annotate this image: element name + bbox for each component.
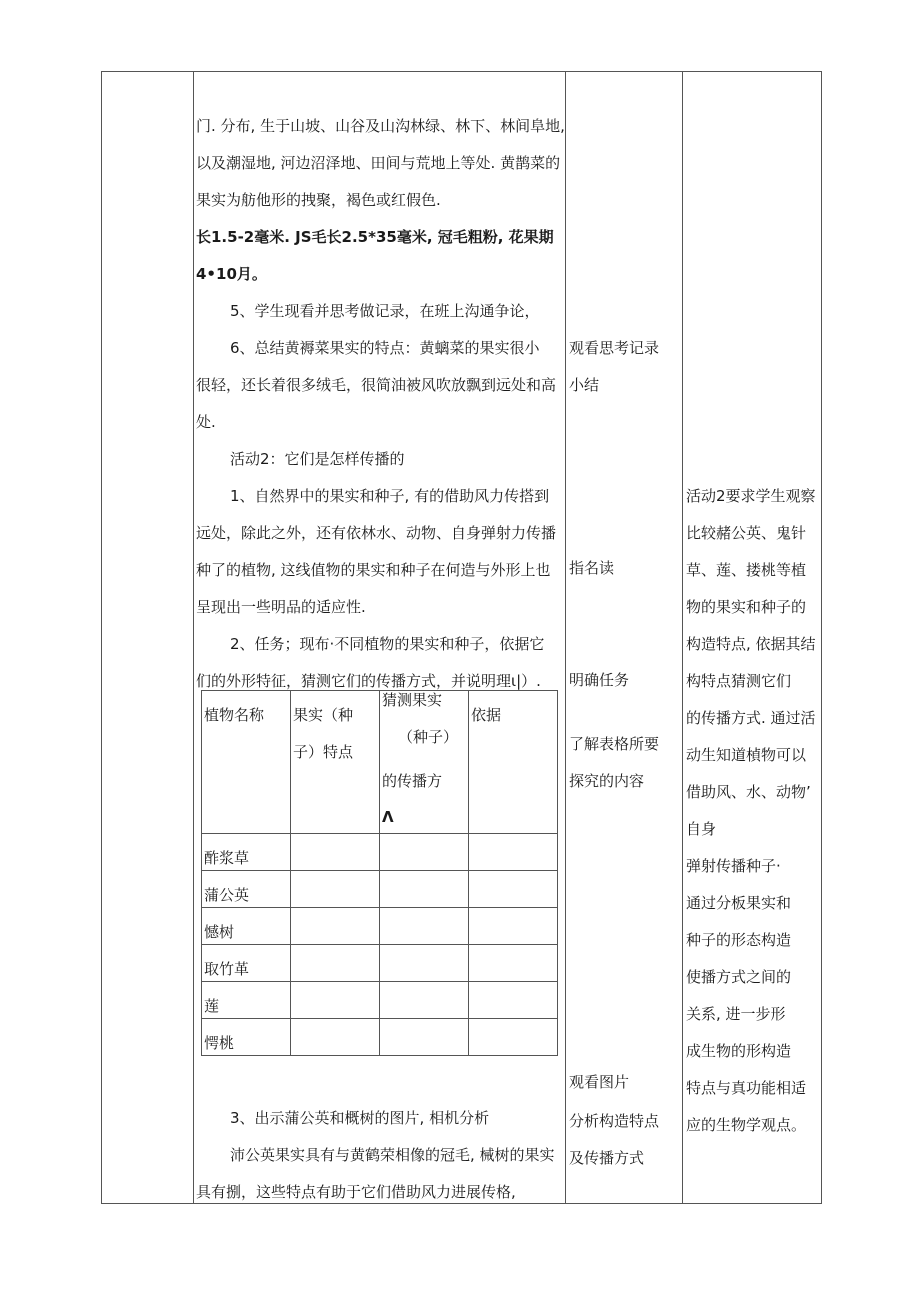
table-right-border — [821, 71, 822, 1204]
text-line-1: 门. 分布, 生于山坡、山谷及山沟林绿、林下、林间阜地, — [196, 117, 565, 135]
header-guess-1: 猜测果实 — [382, 691, 443, 709]
student-activity-6: 探究的内容 — [569, 772, 645, 790]
student-activity-4: 明确任务 — [569, 671, 630, 689]
table-row-label: 取竹革 — [204, 960, 250, 978]
header-fruit-features-1: 果实（种 — [293, 706, 354, 724]
inner-col-line — [290, 690, 291, 1056]
student-activity-7: 观看图片 — [569, 1073, 630, 1091]
design-line: 成生物的形构造 — [686, 1042, 792, 1060]
header-guess-3: 的传播方 — [382, 772, 443, 790]
text-line-14: 呈现出一些明品的适应性. — [196, 598, 366, 616]
table-row-label: 愕桃 — [204, 1034, 235, 1052]
design-line: 的传播方式. 通过活 — [686, 709, 816, 727]
header-basis: 依据 — [471, 706, 502, 724]
text-line-2: 以及潮湿地, 河边沼泽地、田间与荒地上等处. 黄鹊菜的 — [196, 154, 561, 172]
student-activity-3: 指名读 — [569, 559, 615, 577]
student-activity-5: 了解表格所要 — [569, 735, 660, 753]
student-activity-8: 分析构造特点 — [569, 1112, 660, 1130]
design-line: 物的果实和种子的 — [686, 598, 807, 616]
text-after-1: 3、出示蒲公英和概树的图片, 相机分析 — [230, 1109, 490, 1127]
design-line: 应的生物学观点。 — [686, 1116, 807, 1134]
table-row-label: 酢浆草 — [204, 849, 250, 867]
design-intent-block — [686, 478, 816, 1144]
design-line: 动生知道楨物可以 — [686, 746, 807, 764]
header-guess-4: Λ — [382, 808, 394, 826]
text-line-6: 5、学生现看并思考做记录，在班上沟通争论， — [230, 302, 540, 320]
text-line-7: 6、总结黄褥菜果实的特点：黄螭菜的果实很小 — [230, 339, 540, 357]
design-line: 活动2要求学生观察 — [686, 487, 816, 505]
text-line-13: 种了的植物, 这线值物的果实和种子在何造与外形上也 — [196, 561, 551, 579]
table-row-label: 蒲公英 — [204, 886, 250, 904]
column-divider-2 — [565, 71, 566, 1204]
text-after-2: 沛公英果实具有与黄鹤荣相像的冠毛, 械树的果实 — [230, 1146, 555, 1164]
design-line: 使播方式之间的 — [686, 968, 792, 986]
text-line-12: 远处，除此之外，还有依林水、动物、自身弹射力传播 — [196, 524, 557, 542]
text-after-3: 具有捌，这些特点有助于它们借助风力进展传格, — [196, 1183, 516, 1201]
header-fruit-features-2: 子）特点 — [293, 743, 354, 761]
text-line-9: 处. — [196, 413, 216, 431]
table-left-border — [101, 71, 102, 1204]
design-line: 构造特点, 依据其结 — [686, 635, 816, 653]
student-activity-1: 观看思考记录 — [569, 339, 660, 357]
design-line: 特点与真功能相适 — [686, 1079, 807, 1097]
design-line: 通过分板果实和 — [686, 894, 792, 912]
text-line-11: 1、自然界中的果实和种子, 有的借助风力传搭到 — [230, 487, 550, 505]
design-line: 弹射传播种子· — [686, 857, 781, 875]
header-plant-name: 植物名称 — [204, 706, 265, 724]
text-line-16: 们的外形特征，猜测它们的传播方式，并说明理ι|）. — [196, 672, 541, 690]
design-line: 构特点猜测它们 — [686, 672, 792, 690]
inner-col-line — [201, 690, 202, 1056]
design-line: 借助风、水、动物’ — [686, 783, 811, 801]
text-line-15: 2、任务；现布·不同植物的果实和种子，依据它 — [230, 635, 545, 653]
design-line: 关系, 进一步形 — [686, 1005, 786, 1023]
design-line: 比较赭公英、鬼针 — [686, 524, 807, 542]
table-row-label: 莲 — [204, 997, 220, 1015]
text-line-8: 很轻，还长着很多绒毛，很简油被风吹放飘到远处和高 — [196, 376, 557, 394]
text-line-5: 4•10月。 — [196, 265, 267, 283]
inner-col-line — [379, 690, 380, 1056]
text-line-4: 长1.5-2毫米. JS毛长2.5*35毫米, 冠毛粗粉, 花果期 — [196, 228, 554, 246]
student-activity-2: 小结 — [569, 376, 600, 394]
column-divider-1 — [193, 71, 194, 1204]
inner-col-line — [468, 690, 469, 1056]
design-line: 种子的形态构造 — [686, 931, 792, 949]
design-line: 草、莲、搂桃等植 — [686, 561, 807, 579]
design-line: 自身 — [686, 820, 717, 838]
table-row-label: 憾树 — [204, 923, 235, 941]
text-line-3: 果实为舫他形的拽聚，褐色或红假色. — [196, 191, 441, 209]
inner-col-line — [557, 690, 558, 1056]
column-divider-3 — [682, 71, 683, 1204]
table-top-border — [101, 71, 822, 72]
activity-2-heading: 活动2：它们是怎样传播的 — [230, 450, 405, 468]
student-activity-9: 及传播方式 — [569, 1149, 645, 1167]
header-guess-2: （种子） — [398, 728, 459, 746]
